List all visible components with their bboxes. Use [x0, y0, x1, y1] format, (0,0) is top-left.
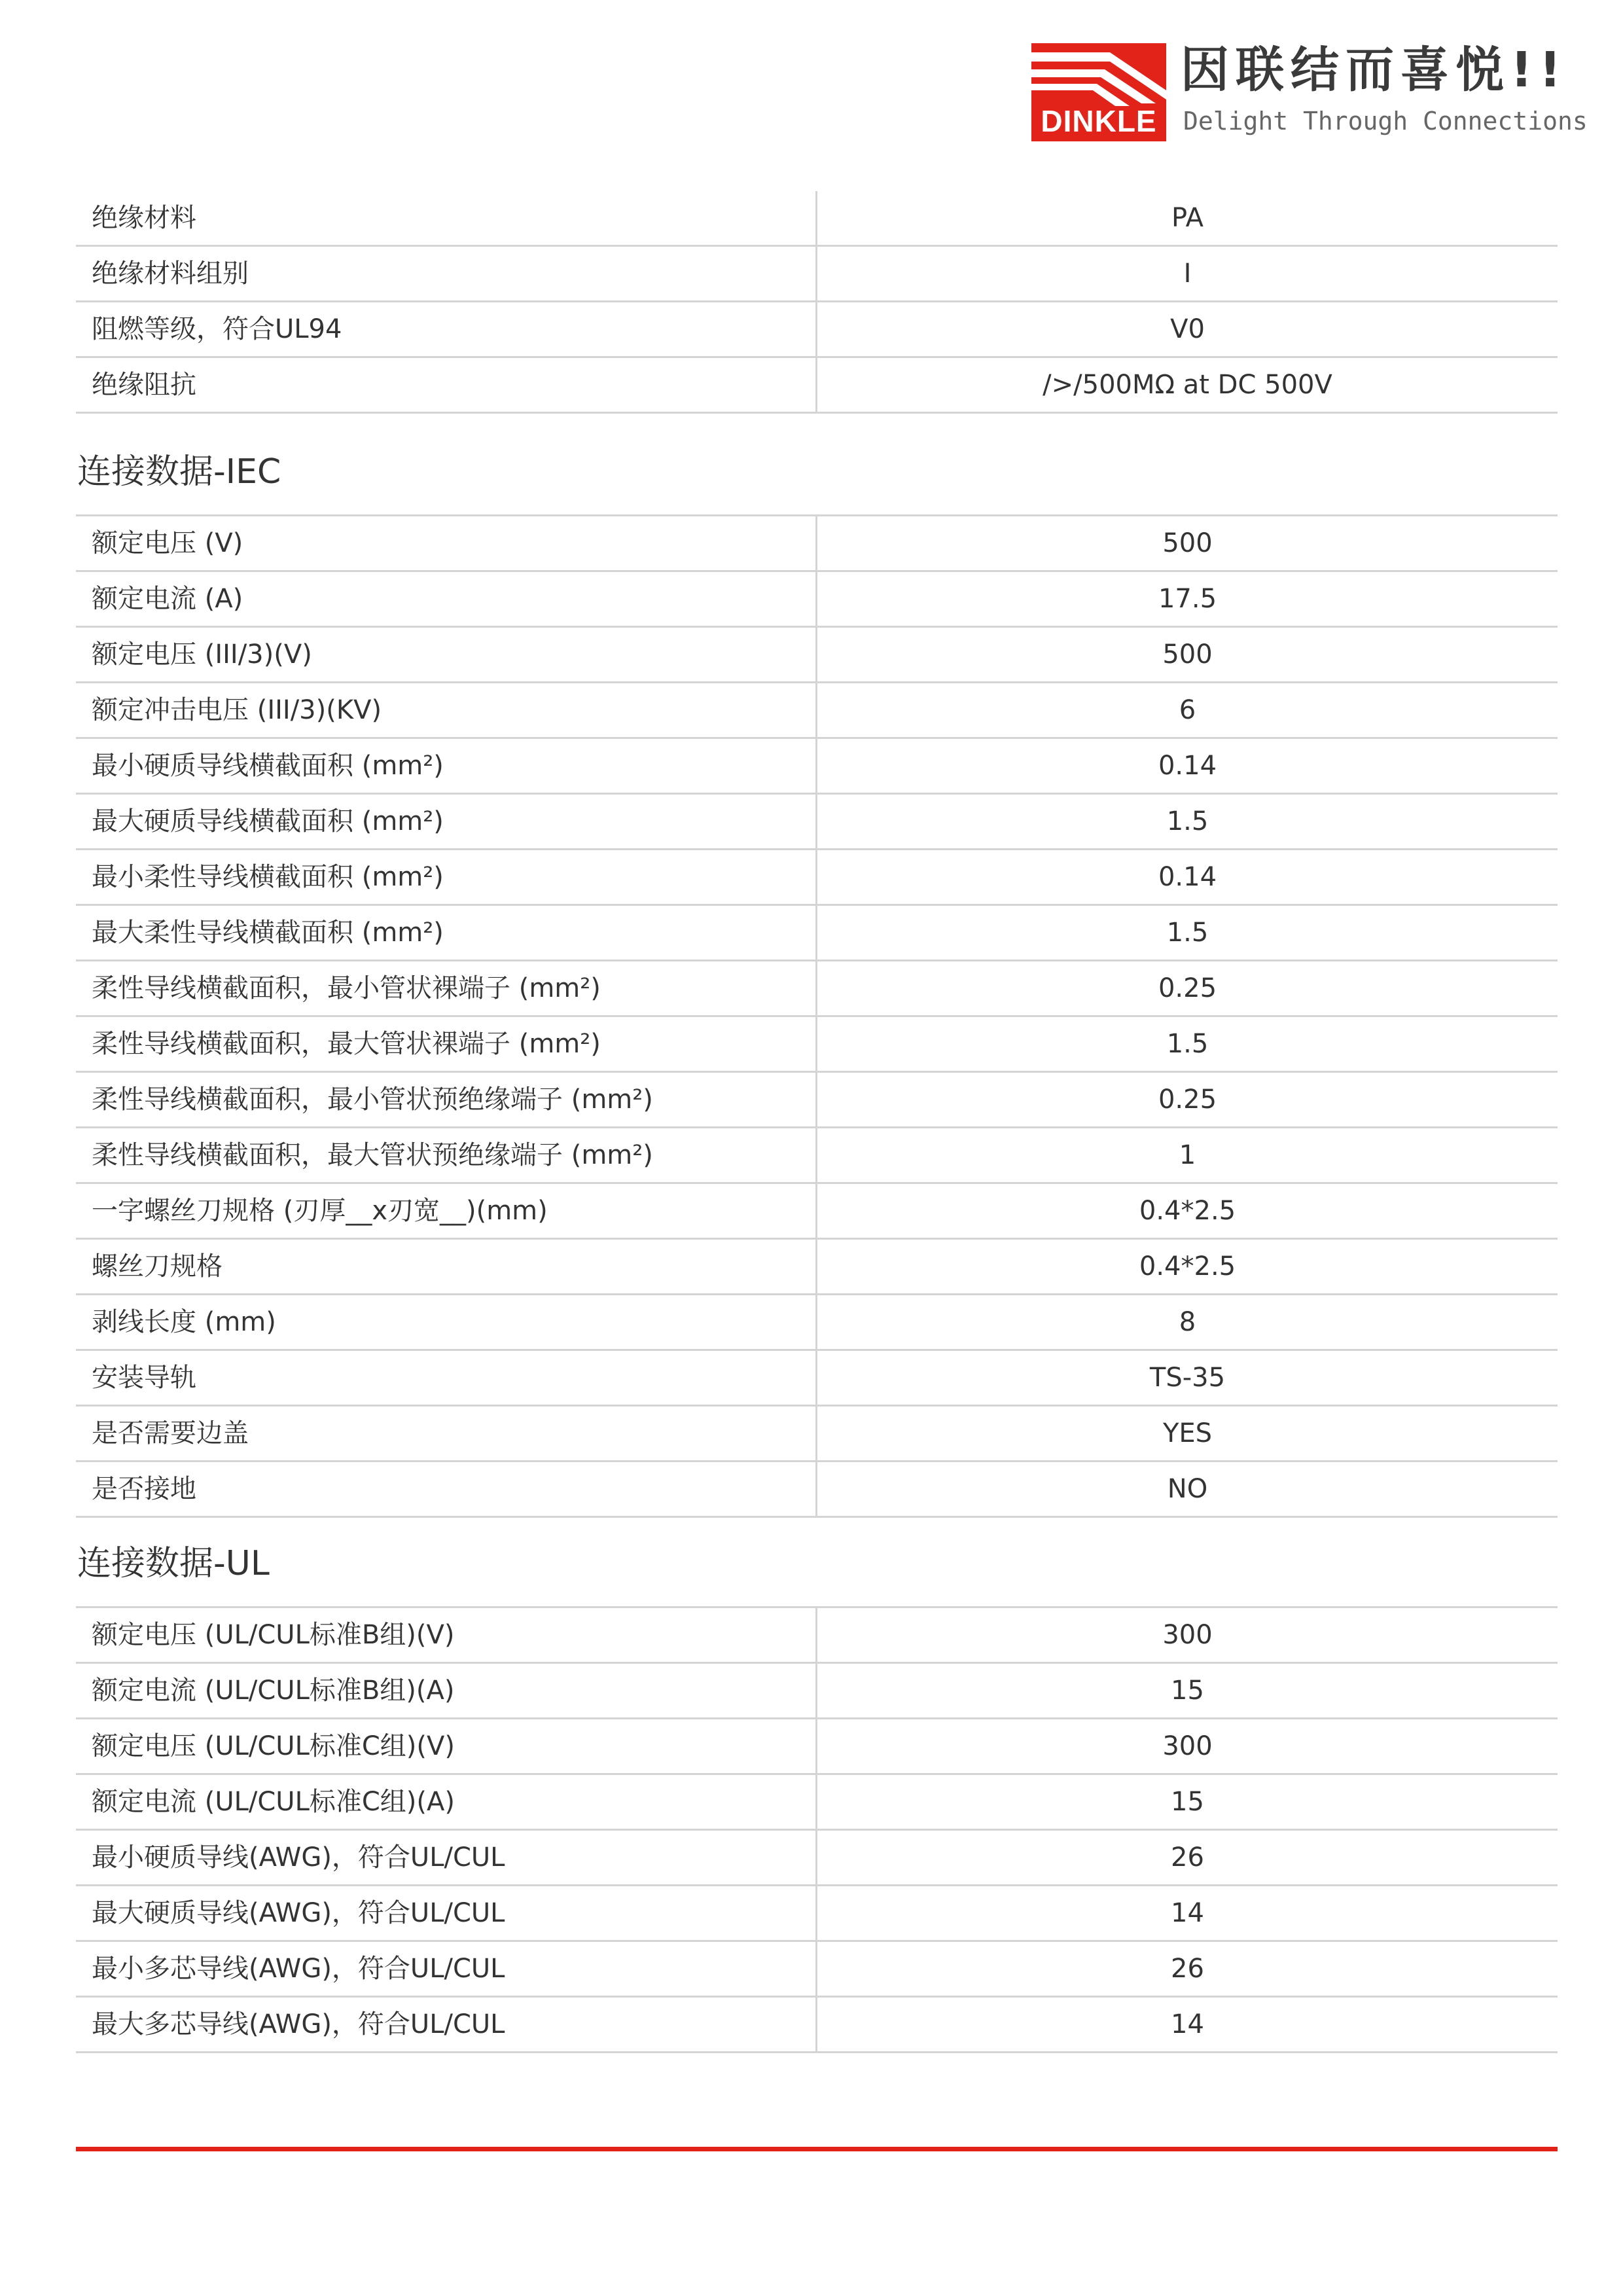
spec-label: 额定电压 (V) [92, 528, 243, 558]
spec-label: 最大多芯导线(AWG)，符合UL/CUL [92, 2009, 505, 2039]
slogan-english: Delight Through Connections [1183, 107, 1588, 135]
spec-value: 300 [1162, 1620, 1213, 1650]
spec-value: 1 [1179, 1140, 1196, 1170]
slogan-chinese: 因联结而喜悦!! [1181, 42, 1568, 98]
spec-value: NO [1167, 1474, 1208, 1504]
spec-value: 0.4*2.5 [1139, 1251, 1236, 1282]
table-row [76, 302, 1558, 358]
logo-brand-text: DINKLE [1041, 104, 1157, 138]
table-row [76, 1886, 1558, 1942]
table-row [76, 1073, 1558, 1128]
spec-value: 1.5 [1166, 918, 1209, 948]
spec-value: 0.25 [1158, 1085, 1217, 1115]
spec-label: 额定电流 (UL/CUL标准C组)(A) [92, 1787, 455, 1817]
spec-label: 阻燃等级，符合UL94 [92, 314, 342, 344]
table-row [76, 1664, 1558, 1719]
section-title-iec: 连接数据-IEC [77, 452, 281, 492]
spec-label: 绝缘材料组别 [92, 259, 249, 289]
spec-value: 0.25 [1158, 973, 1217, 1003]
spec-label: 是否需要边盖 [92, 1418, 249, 1448]
table-row [76, 1295, 1558, 1351]
table-row [76, 191, 1558, 247]
spec-value: />/500MΩ at DC 500V [1043, 370, 1332, 400]
spec-label: 额定电流 (A) [92, 584, 243, 614]
spec-value: 0.4*2.5 [1139, 1196, 1236, 1226]
footer-divider [76, 2147, 1558, 2151]
dinkle-logo [1031, 41, 1588, 145]
ul-spec-table [76, 1606, 1558, 2053]
table-row [76, 247, 1558, 302]
spec-label: 最大硬质导线(AWG)，符合UL/CUL [92, 1898, 505, 1928]
spec-value: V0 [1170, 314, 1205, 344]
table-row [76, 1184, 1558, 1240]
table-row [76, 961, 1558, 1017]
table-row [76, 850, 1558, 906]
spec-label: 柔性导线横截面积，最小管状裸端子 (mm²) [92, 973, 601, 1003]
table-row [76, 1775, 1558, 1831]
spec-label: 绝缘阻抗 [92, 370, 196, 400]
spec-value: 14 [1171, 2009, 1204, 2039]
spec-value: 14 [1171, 1898, 1204, 1928]
spec-value: 15 [1171, 1787, 1204, 1817]
table-row [76, 683, 1558, 739]
spec-label: 是否接地 [92, 1474, 196, 1504]
spec-value: 26 [1171, 1842, 1204, 1873]
spec-value: 0.14 [1158, 751, 1217, 781]
table-row [76, 1608, 1558, 1664]
dinkle-logo-mark [1031, 43, 1166, 141]
spec-value: 15 [1171, 1676, 1204, 1706]
spec-label: 剥线长度 (mm) [92, 1307, 276, 1337]
table-row [76, 572, 1558, 628]
spec-label: 最大硬质导线横截面积 (mm²) [92, 806, 444, 836]
spec-label: 柔性导线横截面积，最小管状预绝缘端子 (mm²) [92, 1085, 653, 1115]
spec-value: 500 [1162, 639, 1213, 670]
spec-label: 额定电压 (III/3)(V) [92, 639, 312, 670]
table-row [76, 1462, 1558, 1518]
table-row [76, 795, 1558, 850]
spec-label: 柔性导线横截面积，最大管状裸端子 (mm²) [92, 1029, 601, 1059]
spec-label: 最小硬质导线横截面积 (mm²) [92, 751, 444, 781]
table-row [76, 1240, 1558, 1295]
table-row [76, 1998, 1558, 2053]
table-row [76, 1017, 1558, 1073]
table-row [76, 1831, 1558, 1886]
table-row [76, 906, 1558, 961]
spec-label: 额定电流 (UL/CUL标准B组)(A) [92, 1676, 455, 1706]
spec-label: 额定电压 (UL/CUL标准B组)(V) [92, 1620, 455, 1650]
spec-label: 额定电压 (UL/CUL标准C组)(V) [92, 1731, 455, 1761]
spec-value: YES [1162, 1418, 1213, 1448]
spec-label: 绝缘材料 [92, 203, 196, 233]
table-row [76, 1942, 1558, 1998]
spec-value: PA [1171, 203, 1204, 233]
table-row [76, 1351, 1558, 1407]
spec-value: 500 [1162, 528, 1213, 558]
spec-label: 额定冲击电压 (III/3)(KV) [92, 695, 382, 725]
spec-value: 1.5 [1166, 806, 1209, 836]
table-row [76, 1128, 1558, 1184]
spec-label: 最小多芯导线(AWG)，符合UL/CUL [92, 1954, 505, 1984]
section-title-ul: 连接数据-UL [77, 1544, 270, 1583]
spec-value: TS-35 [1149, 1363, 1226, 1393]
spec-value: 6 [1179, 695, 1196, 725]
spec-value: 300 [1162, 1731, 1213, 1761]
table-row [76, 1407, 1558, 1462]
spec-value: 0.14 [1158, 862, 1217, 892]
spec-label: 螺丝刀规格 [92, 1251, 223, 1282]
spec-value: I [1183, 259, 1192, 289]
spec-label: 柔性导线横截面积，最大管状预绝缘端子 (mm²) [92, 1140, 653, 1170]
spec-label: 最小柔性导线横截面积 (mm²) [92, 862, 444, 892]
table-row [76, 739, 1558, 795]
table-row [76, 358, 1558, 414]
spec-label: 安装导轨 [92, 1363, 196, 1393]
spec-value: 17.5 [1158, 584, 1217, 614]
spec-value: 1.5 [1166, 1029, 1209, 1059]
table-row [76, 516, 1558, 572]
table-row [76, 1719, 1558, 1775]
spec-label: 最大柔性导线横截面积 (mm²) [92, 918, 444, 948]
spec-value: 26 [1171, 1954, 1204, 1984]
spec-label: 一字螺丝刀规格 (刃厚__x刃宽__)(mm) [92, 1196, 548, 1226]
spec-label: 最小硬质导线(AWG)，符合UL/CUL [92, 1842, 505, 1873]
iec-spec-table [76, 514, 1558, 1518]
material-spec-table [76, 191, 1558, 414]
table-row [76, 628, 1558, 683]
spec-value: 8 [1179, 1307, 1196, 1337]
